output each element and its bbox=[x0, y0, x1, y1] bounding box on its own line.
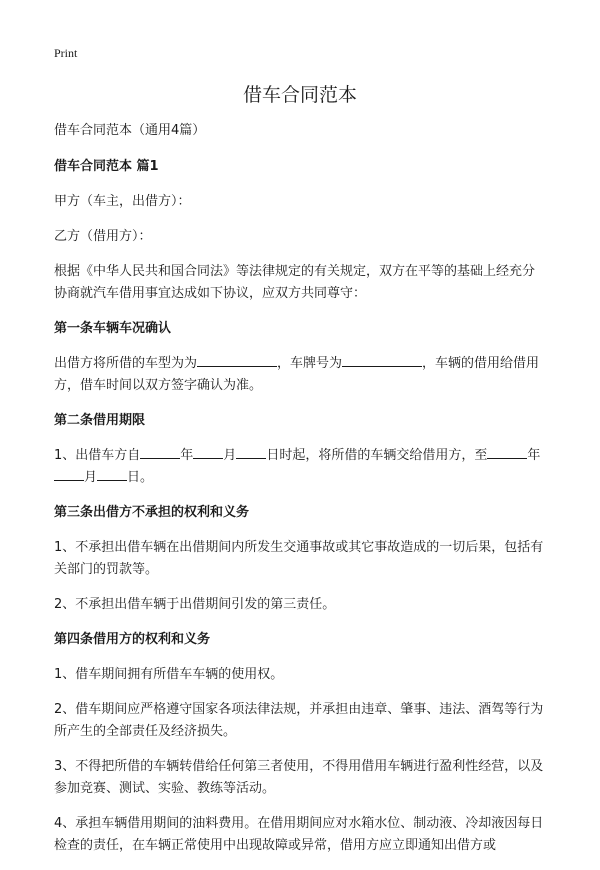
article-2-heading: 第二条借用期限 bbox=[54, 413, 146, 428]
intro-paragraph: 根据《中华人民共和国合同法》等法律规定的有关规定，双方在平等的基础上经充分协商就汽车借用事宜达成如下协议，应双方共同尊守： bbox=[54, 264, 536, 301]
page-title: 借车合同范本 bbox=[242, 84, 357, 106]
article-3-heading: 第三条出借方不承担的权利和义务 bbox=[54, 505, 250, 520]
article-3-item: 1、不承担出借车辆在出借期间内所发生交通事故或其它事故造成的一切后果，包括有关部门的罚款等。 bbox=[54, 540, 544, 577]
article-4-item: 3、不得把所借的车辆转借给任何第三者使用，不得用借用车辆进行盈利性经营，以及参加竞赛、测试、实验、教练等活动。 bbox=[54, 759, 544, 796]
article-1-text-part1: 出借方将所借的车型为为 bbox=[54, 356, 198, 371]
document-subtitle: 借车合同范本（通用4篇） bbox=[54, 123, 206, 138]
section-title: 借车合同范本 篇1 bbox=[54, 159, 159, 174]
print-link[interactable]: Print bbox=[54, 46, 78, 60]
start-year-blank[interactable] bbox=[140, 445, 180, 459]
article-2-text bbox=[54, 445, 546, 489]
party-b-line: 乙方（借用方）： bbox=[54, 229, 152, 244]
year-label: 年 bbox=[180, 448, 194, 463]
article-4-item: 1、借车期间拥有所借车车辆的使用权。 bbox=[54, 667, 284, 682]
end-day-blank[interactable] bbox=[97, 467, 127, 481]
article-1-text-part3: ，车辆的借用给借用方，借车时间以双方签字确认为准。 bbox=[54, 356, 540, 393]
article-1-text bbox=[54, 353, 546, 397]
end-year-blank[interactable] bbox=[487, 445, 527, 459]
document-body bbox=[54, 120, 546, 870]
car-model-blank[interactable] bbox=[197, 353, 277, 367]
end-month-label: 月 bbox=[84, 470, 98, 485]
end-year-label: 年 bbox=[527, 448, 541, 463]
article-1-heading: 第一条车辆车况确认 bbox=[54, 321, 172, 336]
article-4-heading: 第四条借用方的权利和义务 bbox=[54, 632, 211, 647]
article-1-text-part2: ，车牌号为 bbox=[277, 356, 343, 371]
start-month-blank[interactable] bbox=[193, 445, 223, 459]
month-label: 月 bbox=[223, 448, 237, 463]
article-2-text-part1: 1、出借车方自 bbox=[54, 448, 141, 463]
day-hour-label: 日时起，将所借的车辆交给借用方，至 bbox=[266, 448, 488, 463]
end-month-blank[interactable] bbox=[54, 467, 84, 481]
start-day-blank[interactable] bbox=[236, 445, 266, 459]
article-4-item: 4、承担车辆借用期间的油料费用。在借用期间应对水箱水位、制动液、冷却液因每日检查的责任，在车辆正常使用中出现故障或异常，借用方应立即通知出借方或 bbox=[54, 816, 544, 853]
end-day-label: 日。 bbox=[127, 470, 154, 485]
article-4-item: 2、借车期间应严格遵守国家各项法律法规，并承担由违章、肇事、违法、酒驾等行为所产生的全部责任及经济损失。 bbox=[54, 702, 544, 739]
plate-number-blank[interactable] bbox=[342, 353, 422, 367]
party-a-line: 甲方（车主，出借方）： bbox=[54, 194, 191, 209]
article-3-item: 2、不承担出借车辆于出借期间引发的第三责任。 bbox=[54, 597, 336, 612]
